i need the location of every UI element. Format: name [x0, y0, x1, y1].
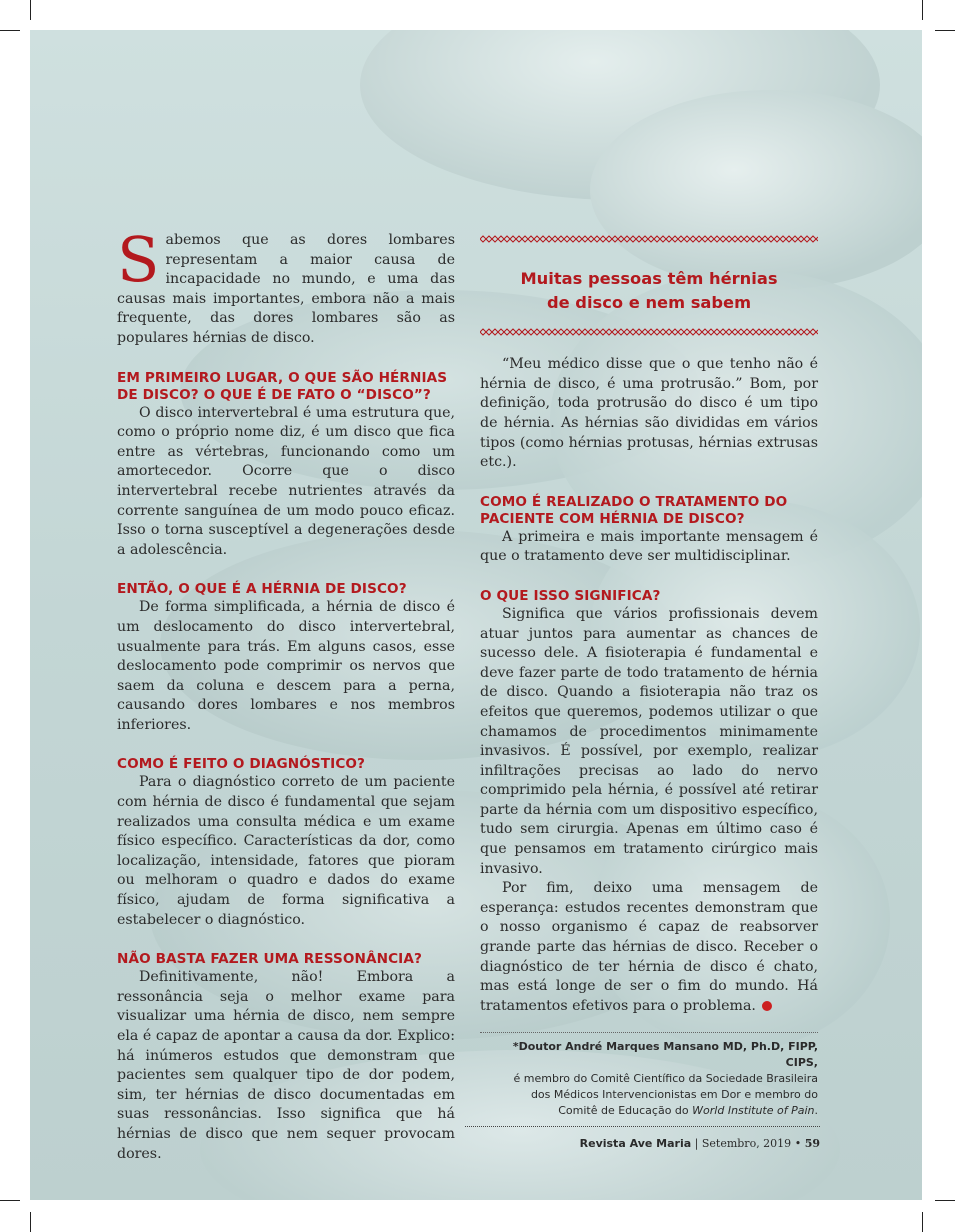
crop-mark: [922, 0, 923, 20]
section-body: Para o diagnóstico correto de um paciente com hérnia de disco é fundamental que sejam realizados uma consulta médica e um exame físico específico. Características da dor, como localização, intensidade, fatores que pioram ou melhoram o quadro e dados do exame físico, ajudam de forma significativa a estabelecer o diagnóstico.: [117, 774, 455, 928]
footer-text: Revista Ave Maria | Setembro, 2019 • 59: [579, 1137, 820, 1150]
section-body: Definitivamente, não! Embora a ressonância seja o melhor exame para visualizar uma hérnia de disco, nem sempre ela é capaz de apontar a causa da dor. Explico: há inúmeros estudos que demonstram que pacientes sem qualquer tipo de dor podem, sim, ter hérnias de disco documentadas em suas ressonâncias. Isso significa que há hérnias de disco que nem sequer provocam dores.: [117, 969, 455, 1162]
section-diagnosis: [117, 756, 455, 930]
left-column: [117, 223, 455, 1164]
section-heading: NÃO BASTA FAZER UMA RESSONÂNCIA?: [117, 951, 422, 968]
section-treatment: [480, 494, 818, 567]
crop-mark: [935, 30, 955, 31]
crop-mark: [30, 0, 31, 20]
section-heading: COMO É REALIZADO O TRATAMENTO DO PACIENTE COM HÉRNIA DE DISCO?: [480, 493, 788, 527]
right-intro-paragraph: “Meu médico disse que o que tenho não é hérnia de disco, é uma protrusão.” Bom, por definição, toda protrusão do disco é um tipo de hérnia. As hérnias são divididas em vários tipos (como hérnias protusas, hérnias extrusas etc.).: [480, 356, 818, 471]
section-hernia-definition: [117, 581, 455, 735]
crop-mark: [30, 1212, 31, 1232]
section-heading: ENTÃO, O QUE É A HÉRNIA DE DISCO?: [117, 581, 407, 598]
right-column: [480, 231, 818, 1119]
section-heading: EM PRIMEIRO LUGAR, O QUE SÃO HÉRNIAS DE DISCO? O QUE É DE FATO O “DISCO”?: [117, 369, 448, 403]
end-mark-icon: [762, 1001, 772, 1011]
page-number: 59: [804, 1137, 820, 1150]
crop-mark: [922, 1212, 923, 1232]
drop-cap: S: [117, 223, 160, 296]
zigzag-divider-top: [480, 234, 818, 244]
section-what-is-hernia: [117, 370, 455, 561]
section-heading: O QUE ISSO SIGNIFICA?: [480, 587, 661, 604]
crop-mark: [0, 1200, 20, 1201]
zigzag-divider-bottom: [480, 327, 818, 337]
section-body-closing: Por fim, deixo uma mensagem de esperança: estudos recentes demonstram que o nosso organismo é capaz de reabsorver grande parte das hérnias de disco. Receber o diagnóstico de ter hérnia de disco é chato, mas está longe de ser o fim do mundo. Há tratamentos efetivos para o problema.: [480, 880, 818, 1014]
intro-paragraph: Sabemos que as dores lombares representam a maior causa de incapacidade no mundo, e uma das causas mais importantes, embora não a mais frequente, das dores lombares são as populares hérnias de disco.: [117, 223, 455, 346]
issue-date: Setembro, 2019: [701, 1137, 792, 1150]
pull-quote: Muitas pessoas têm hérnias de disco e nem sabem: [520, 268, 778, 312]
section-body: A primeira e mais importante mensagem é que o tratamento deve ser multidisciplinar.: [480, 528, 818, 565]
magazine-name: Revista Ave Maria: [579, 1137, 692, 1150]
page-footer: [465, 1126, 820, 1150]
section-body: O disco intervertebral é uma estrutura que, como o próprio nome diz, é um disco que fica entre as vértebras, funcionando como um amortecedor. Ocorre que o disco intervertebral recebe nutrientes através da corrente sanguínea de um modo pouco eficaz. Isso o torna susceptível a degenerações desde a adolescência.: [117, 404, 455, 558]
section-mri: [117, 951, 455, 1164]
author-bio: *Doutor André Marques Mansano MD, Ph.D, FIPP, CIPS, é membro do Comitê Científico da Sociedade Brasileira dos Médicos Intervencionistas em Dor e membro do Comitê de Educação do World Institute of Pain.: [480, 1032, 818, 1119]
section-heading: COMO É FEITO O DIAGNÓSTICO?: [117, 756, 366, 773]
author-name: *Doutor André Marques Mansano MD, Ph.D, FIPP, CIPS,: [512, 1040, 818, 1070]
crop-mark: [0, 30, 20, 31]
section-meaning: [480, 588, 818, 1016]
section-body: De forma simplificada, a hérnia de disco é um deslocamento do disco intervertebral, usualmente para trás. Em alguns casos, esse deslocamento pode comprimir os nervos que saem da coluna e descem para a perna, causando dores lombares e nos membros inferiores.: [117, 599, 455, 733]
section-body: Significa que vários profissionais devem atuar juntos para aumentar as chances de sucesso dele. A fisioterapia é fundamental e deve fazer parte de todo tratamento de hérnia de disco. Quando a fisioterapia não traz os efeitos que queremos, podemos utilizar o que chamamos de procedimentos minimamente invasivos. É possível, por exemplo, realizar infiltrações precisas ao lado do nervo comprimido pela hérnia, é possível até retirar parte da hérnia com um dispositivo específico, tudo sem cirurgia. Apenas em último caso é que pensamos em tratamento cirúrgico mais invasivo.: [480, 605, 818, 877]
crop-mark: [935, 1200, 955, 1201]
